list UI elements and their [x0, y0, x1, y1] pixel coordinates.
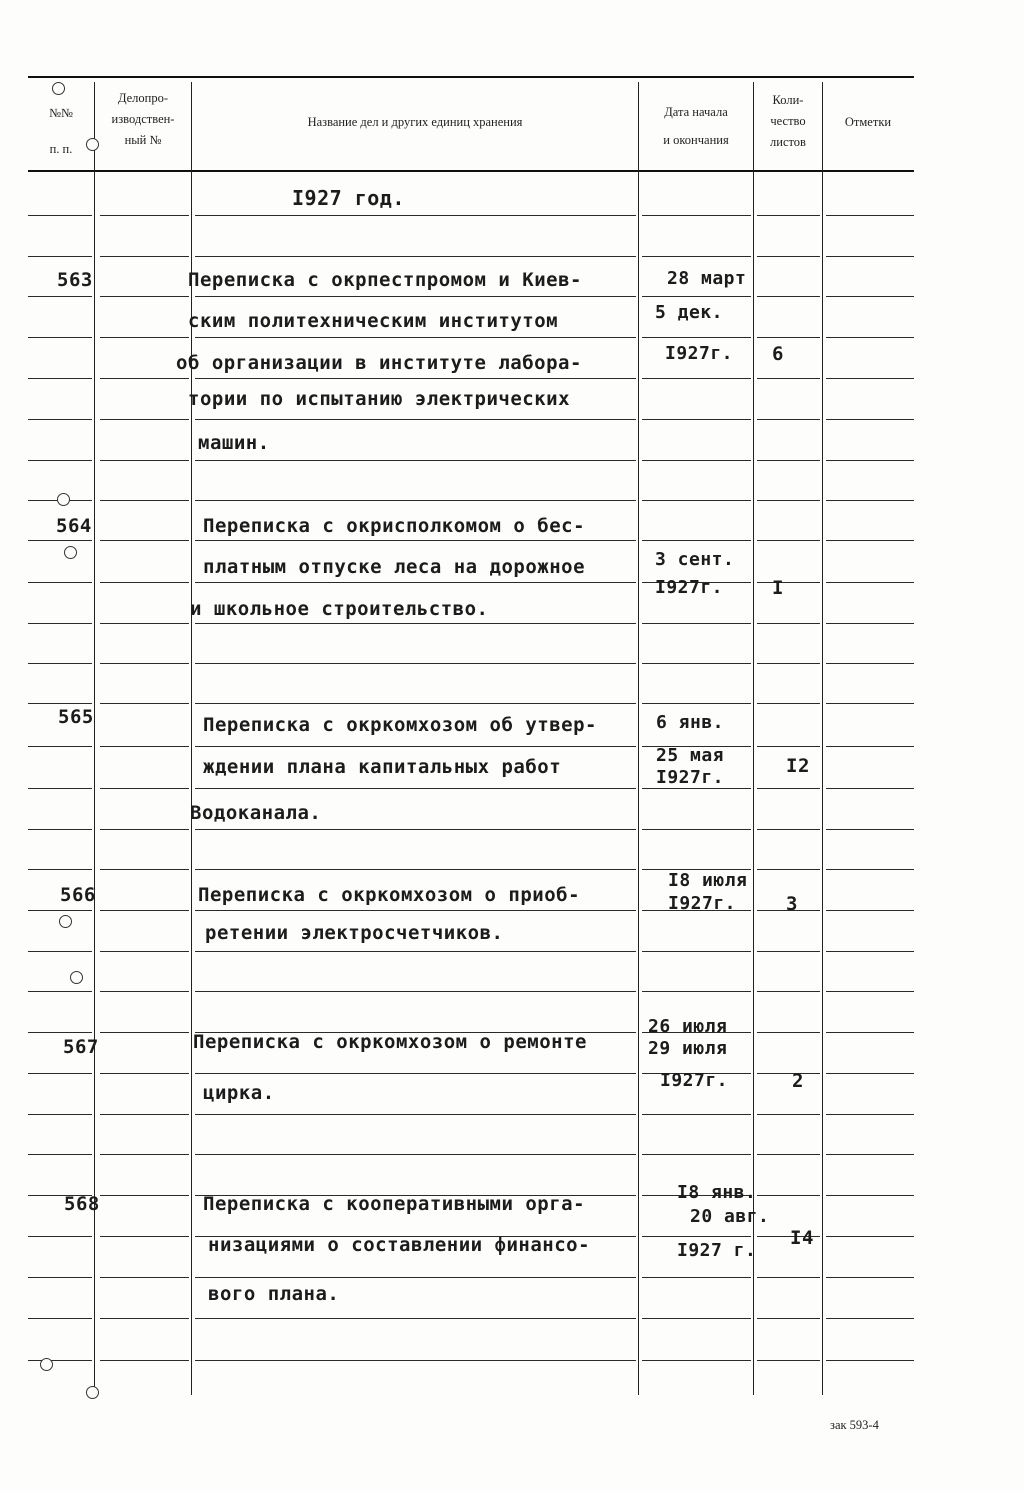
- ruled-line: [195, 746, 636, 747]
- ruled-line: [642, 419, 751, 420]
- ruled-line: [28, 623, 92, 624]
- header-col-count: [754, 90, 822, 153]
- ruled-line: [826, 788, 914, 789]
- ruled-line: [757, 1360, 820, 1361]
- ruled-line: [100, 1154, 189, 1155]
- ruled-line: [100, 337, 189, 338]
- ruled-line: [28, 663, 92, 664]
- punch-hole-icon: [59, 915, 72, 928]
- header-col-title: [192, 112, 638, 133]
- entry-date-line: I927г.: [668, 893, 737, 914]
- ruled-line: [28, 703, 92, 704]
- entry-title-line: тории по испытанию электрических: [188, 388, 571, 410]
- ruled-line: [195, 296, 636, 297]
- ruled-line: [28, 378, 92, 379]
- punch-hole-icon: [64, 546, 77, 559]
- ruled-line: [642, 378, 751, 379]
- ruled-line: [100, 788, 189, 789]
- ruled-line: [826, 1236, 914, 1237]
- ruled-line: [642, 1236, 751, 1237]
- ruled-line: [28, 1360, 92, 1361]
- entry-date-line: I927 г.: [677, 1240, 757, 1261]
- entry-title-line: Водоканала.: [190, 802, 322, 824]
- ruled-line: [757, 951, 820, 952]
- ruled-line: [757, 378, 820, 379]
- year-heading: I927 год.: [292, 186, 405, 210]
- ruled-line: [28, 910, 92, 911]
- ruled-line: [195, 419, 636, 420]
- ruled-line: [757, 460, 820, 461]
- ruled-line: [826, 215, 914, 216]
- ruled-line: [28, 296, 92, 297]
- ruled-line: [642, 256, 751, 257]
- entry-date-line: 5 дек.: [655, 302, 724, 323]
- ruled-line: [826, 663, 914, 664]
- ruled-line: [28, 1236, 92, 1237]
- ruled-line: [100, 869, 189, 870]
- ruled-line: [195, 788, 636, 789]
- ruled-line: [100, 1277, 189, 1278]
- ruled-line: [100, 1360, 189, 1361]
- entry-title-line: Переписка с окрпестпромом и Киев-: [188, 269, 582, 291]
- ruled-line: [826, 1195, 914, 1196]
- header-col-dates: [639, 98, 753, 154]
- ruled-line: [757, 991, 820, 992]
- ruled-line: [100, 378, 189, 379]
- entry-date-line: 6 янв.: [656, 712, 725, 733]
- header-col-notes-text: Отметки: [844, 115, 892, 129]
- entry-date-line: I8 июля: [668, 870, 748, 891]
- ruled-line: [28, 460, 92, 461]
- ruled-line: [826, 500, 914, 501]
- ruled-line: [28, 1032, 92, 1033]
- punch-hole-icon: [86, 138, 99, 151]
- entry-date-line: I927г.: [656, 767, 725, 788]
- ruled-line: [195, 910, 636, 911]
- entry-title-line: Переписка с окркомхозом о приоб-: [198, 884, 581, 906]
- entry-sheet-count: 6: [772, 343, 784, 365]
- entry-date-line: 29 июля: [648, 1038, 728, 1059]
- entry-date-line: I927г.: [660, 1070, 729, 1091]
- ruled-line: [826, 746, 914, 747]
- ruled-line: [28, 540, 92, 541]
- ruled-line: [757, 623, 820, 624]
- ruled-line: [100, 540, 189, 541]
- ruled-line: [195, 1277, 636, 1278]
- ruled-line: [642, 460, 751, 461]
- header-col-dates-line1: Дата начала: [664, 105, 728, 119]
- entry-sheet-count: 3: [786, 893, 798, 915]
- entry-date-line: I927г.: [665, 343, 734, 364]
- ruled-line: [195, 869, 636, 870]
- punch-hole-icon: [57, 493, 70, 506]
- ruled-line: [195, 540, 636, 541]
- ruled-line: [195, 703, 636, 704]
- ruled-line: [642, 296, 751, 297]
- entry-title-line: Переписка с окрисполкомом о бес-: [203, 515, 586, 537]
- ruled-line: [100, 663, 189, 664]
- top-rule: [28, 76, 914, 78]
- ruled-line: [826, 296, 914, 297]
- entry-sheet-count: I4: [790, 1227, 814, 1249]
- entry-title-line: платным отпуске леса на дорожное: [203, 556, 586, 578]
- entry-date-line: 25 мая: [656, 745, 725, 766]
- entry-title-line: Переписка с окркомхозом об утвер-: [203, 714, 597, 736]
- ruled-line: [642, 788, 751, 789]
- ruled-line: [100, 215, 189, 216]
- ruled-line: [826, 582, 914, 583]
- entry-number: 563: [57, 269, 93, 291]
- ruled-line: [28, 869, 92, 870]
- ruled-line: [642, 1360, 751, 1361]
- entry-title-line: цирка.: [203, 1082, 275, 1104]
- ruled-line: [100, 951, 189, 952]
- punch-hole-icon: [40, 1358, 53, 1371]
- entry-title-line: ретении электросчетчиков.: [205, 922, 504, 944]
- ruled-line: [757, 829, 820, 830]
- ruled-line: [757, 500, 820, 501]
- ruled-line: [757, 788, 820, 789]
- ruled-line: [28, 829, 92, 830]
- ruled-line: [28, 419, 92, 420]
- ruled-line: [757, 419, 820, 420]
- ruled-line: [195, 378, 636, 379]
- ruled-line: [757, 663, 820, 664]
- header-col-title-text: Название дел и других единиц хранения: [307, 115, 523, 129]
- entry-number: 566: [60, 884, 96, 906]
- ruled-line: [642, 1318, 751, 1319]
- ruled-line: [100, 746, 189, 747]
- ruled-line: [826, 910, 914, 911]
- ruled-line: [826, 1318, 914, 1319]
- ruled-line: [100, 1195, 189, 1196]
- ruled-line: [100, 991, 189, 992]
- ruled-line: [100, 910, 189, 911]
- ruled-line: [642, 991, 751, 992]
- ruled-line: [195, 1114, 636, 1115]
- ruled-line: [826, 703, 914, 704]
- punch-hole-icon: [70, 971, 83, 984]
- ruled-line: [195, 1360, 636, 1361]
- header-bottom-rule: [28, 170, 914, 172]
- ruled-line: [642, 623, 751, 624]
- ruled-line: [826, 378, 914, 379]
- entry-number: 568: [64, 1193, 100, 1215]
- header-col-office-no: [96, 88, 190, 151]
- ruled-line: [195, 1318, 636, 1319]
- ruled-line: [195, 1154, 636, 1155]
- ruled-line: [100, 500, 189, 501]
- ruled-line: [757, 746, 820, 747]
- ruled-line: [826, 1114, 914, 1115]
- entry-number: 565: [58, 706, 94, 728]
- ruled-line: [100, 1236, 189, 1237]
- header-col-office-no-line2: изводствен-: [111, 112, 175, 126]
- entry-sheet-count: 2: [792, 1070, 804, 1092]
- entry-date-line: I8 янв.: [677, 1182, 757, 1203]
- ruled-line: [757, 869, 820, 870]
- entry-date-line: I927г.: [655, 577, 724, 598]
- ruled-line: [642, 500, 751, 501]
- ruled-line: [100, 1114, 189, 1115]
- ruled-line: [28, 1277, 92, 1278]
- ruled-line: [757, 256, 820, 257]
- ruled-line: [195, 951, 636, 952]
- ruled-line: [642, 1154, 751, 1155]
- ruled-line: [100, 829, 189, 830]
- ruled-line: [100, 703, 189, 704]
- ruled-line: [100, 296, 189, 297]
- entry-number: 564: [56, 515, 92, 537]
- ruled-line: [195, 337, 636, 338]
- header-col-office-no-line1: Делопро-: [117, 91, 169, 105]
- header-col-no: [30, 93, 92, 169]
- header-col-count-line2: чество: [770, 114, 806, 128]
- entry-title-line: и школьное строительство.: [190, 598, 489, 620]
- ruled-line: [100, 1032, 189, 1033]
- ruled-line: [100, 582, 189, 583]
- entry-date-line: 26 июля: [648, 1016, 728, 1037]
- entry-title-line: Переписка с окркомхозом о ремонте: [193, 1031, 587, 1053]
- entry-title-line: вого плана.: [208, 1283, 340, 1305]
- entry-date-line: 3 сент.: [655, 549, 735, 570]
- ruled-line: [642, 215, 751, 216]
- ruled-line: [826, 337, 914, 338]
- header-col-count-line3: листов: [770, 135, 806, 149]
- ruled-line: [826, 1154, 914, 1155]
- ruled-line: [757, 703, 820, 704]
- ruled-line: [642, 337, 751, 338]
- ruled-line: [642, 1277, 751, 1278]
- ruled-line: [28, 215, 92, 216]
- entry-date-line: 28 март: [667, 268, 747, 289]
- ruled-line: [757, 1195, 820, 1196]
- entry-sheet-count: I2: [786, 755, 810, 777]
- ruled-line: [826, 540, 914, 541]
- ruled-line: [28, 1114, 92, 1115]
- entry-date-line: 20 авг.: [690, 1206, 770, 1227]
- ruled-line: [826, 1032, 914, 1033]
- ruled-line: [28, 746, 92, 747]
- entry-sheet-count: I: [772, 577, 784, 599]
- ruled-line: [28, 1073, 92, 1074]
- ruled-line: [826, 869, 914, 870]
- ruled-line: [100, 1318, 189, 1319]
- ruled-line: [642, 703, 751, 704]
- ruled-line: [642, 951, 751, 952]
- ruled-line: [757, 1277, 820, 1278]
- ruled-line: [826, 1073, 914, 1074]
- ruled-line: [757, 540, 820, 541]
- ruled-line: [100, 460, 189, 461]
- ruled-line: [826, 460, 914, 461]
- ruled-line: [195, 1073, 636, 1074]
- entry-title-line: об организации в институте лабора-: [176, 352, 582, 374]
- ruled-line: [826, 991, 914, 992]
- print-order-mark: зак 593-4: [830, 1418, 879, 1432]
- header-col-office-no-line3: ный №: [124, 133, 162, 147]
- ruled-line: [195, 500, 636, 501]
- ruled-line: [195, 663, 636, 664]
- ruled-line: [826, 419, 914, 420]
- ruled-line: [195, 460, 636, 461]
- ruled-line: [826, 1277, 914, 1278]
- ruled-line: [757, 337, 820, 338]
- ruled-line: [642, 829, 751, 830]
- ruled-line: [642, 540, 751, 541]
- ruled-line: [826, 829, 914, 830]
- header-col-count-line1: Коли-: [772, 93, 804, 107]
- ruled-line: [28, 582, 92, 583]
- ruled-line: [195, 991, 636, 992]
- ruled-line: [28, 337, 92, 338]
- ruled-line: [826, 256, 914, 257]
- ruled-line: [757, 1318, 820, 1319]
- ruled-line: [757, 296, 820, 297]
- ruled-line: [195, 582, 636, 583]
- ruled-line: [195, 256, 636, 257]
- entry-title-line: ждении плана капитальных работ: [203, 756, 562, 778]
- entry-title-line: машин.: [198, 432, 270, 454]
- ruled-line: [195, 829, 636, 830]
- ruled-line: [28, 256, 92, 257]
- ruled-line: [757, 1114, 820, 1115]
- ruled-line: [100, 1073, 189, 1074]
- col-divider-5: [822, 82, 823, 1395]
- entry-title-line: низациями о составлении финансо-: [208, 1234, 591, 1256]
- ruled-line: [28, 1154, 92, 1155]
- ruled-line: [28, 788, 92, 789]
- ruled-line: [757, 1154, 820, 1155]
- ruled-line: [826, 623, 914, 624]
- ruled-line: [757, 215, 820, 216]
- header-col-notes: [823, 112, 913, 133]
- ruled-line: [195, 623, 636, 624]
- entry-title-line: ским политехническим институтом: [188, 310, 559, 332]
- ruled-line: [757, 1032, 820, 1033]
- ruled-line: [28, 1318, 92, 1319]
- header-col-no-line1: №№: [49, 106, 73, 120]
- ruled-line: [28, 951, 92, 952]
- punch-hole-icon: [52, 82, 65, 95]
- ruled-line: [642, 1114, 751, 1115]
- ruled-line: [28, 991, 92, 992]
- ruled-line: [195, 215, 636, 216]
- header-col-no-line2: п. п.: [49, 142, 73, 156]
- ruled-line: [100, 419, 189, 420]
- entry-number: 567: [63, 1036, 99, 1058]
- ruled-line: [826, 951, 914, 952]
- ruled-line: [642, 663, 751, 664]
- ruled-line: [100, 623, 189, 624]
- ruled-line: [826, 1360, 914, 1361]
- entry-title-line: Переписка с кооперативными орга-: [203, 1193, 586, 1215]
- ruled-line: [100, 256, 189, 257]
- header-col-dates-line2: и окончания: [663, 133, 729, 147]
- punch-hole-icon: [86, 1386, 99, 1399]
- col-divider-3: [638, 82, 639, 1395]
